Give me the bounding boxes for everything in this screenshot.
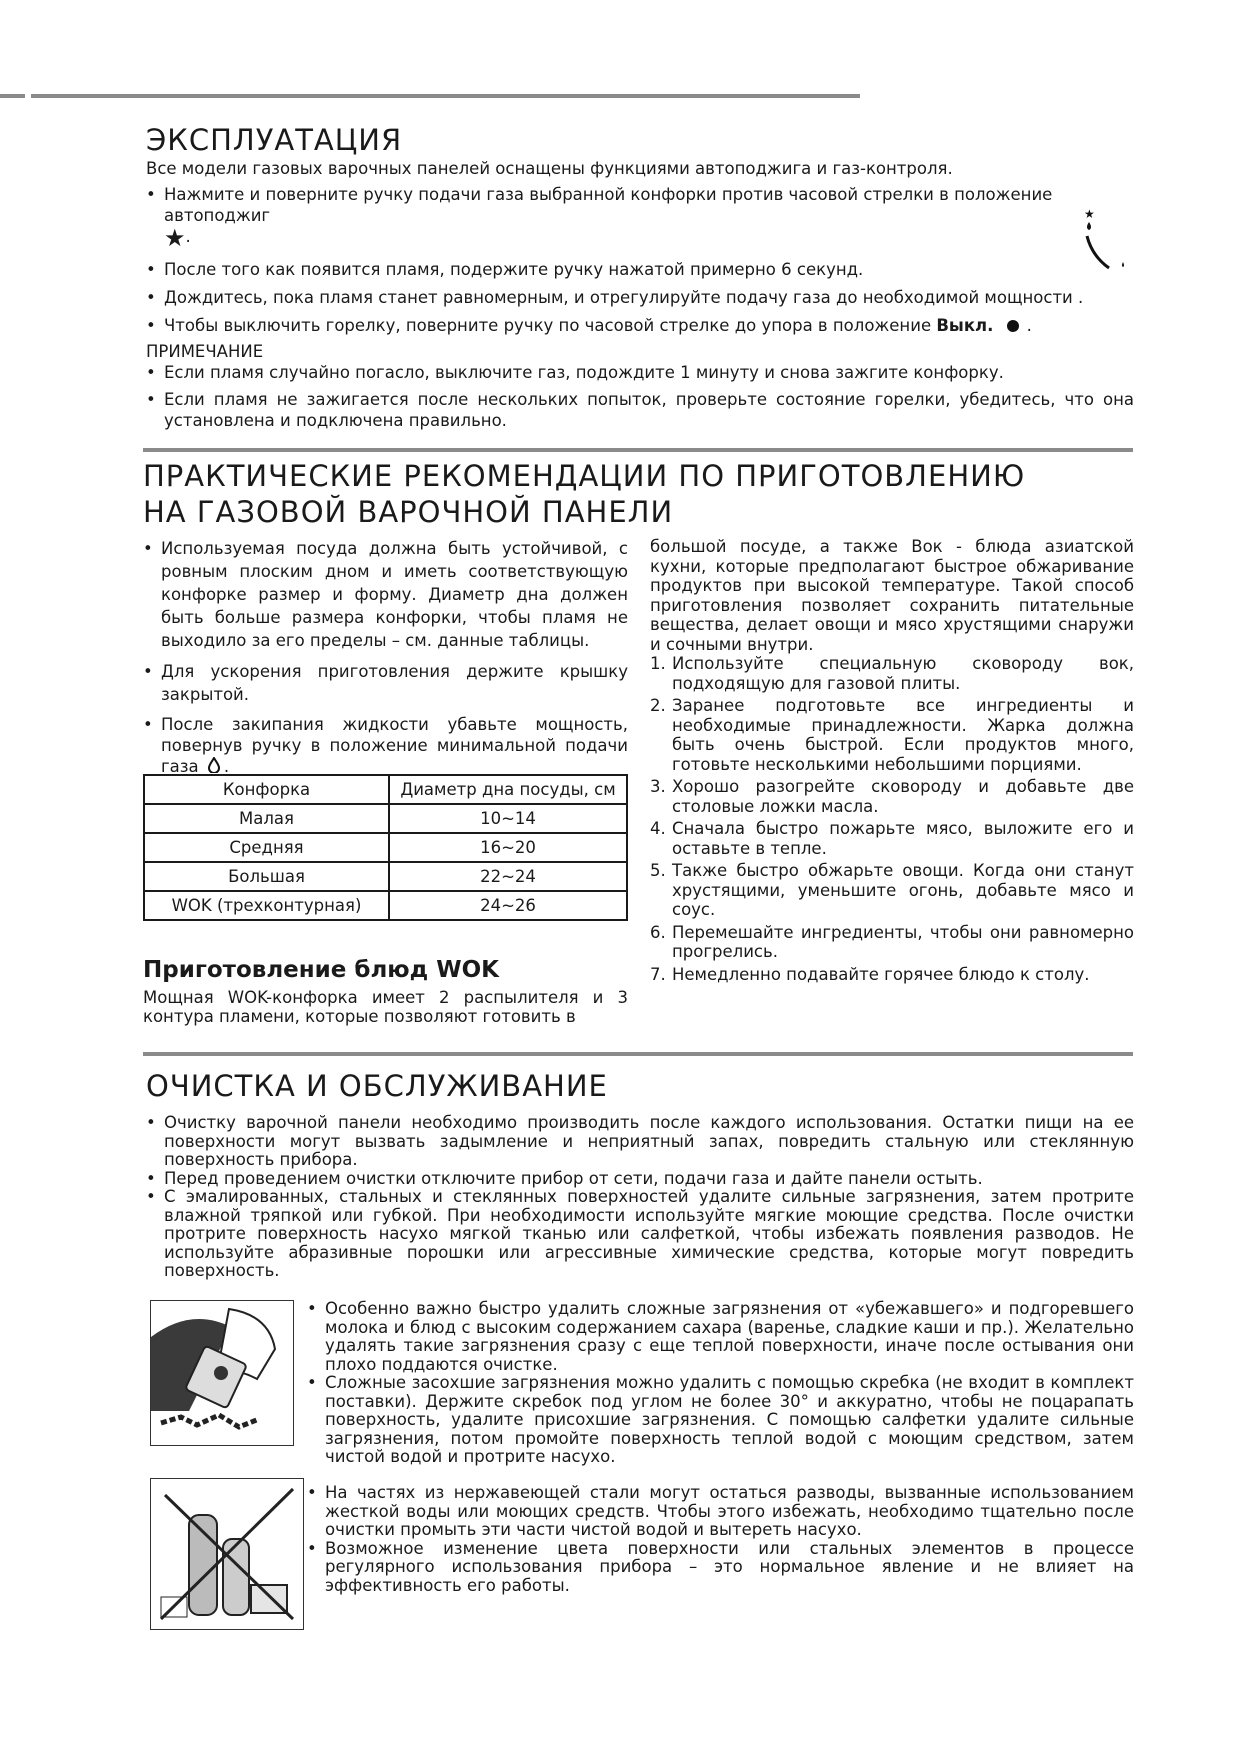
note-bullets [146,362,1134,431]
operation-bullet-4: • Чтобы выключить горелку, поверните ручку по часовой стрелке до упора в положение Выкл. . [146,315,1141,336]
cooking-bullet-1: • Используемая посуда должна быть устойчивой, с ровным плоским дном и иметь соответствующую конфорке размер и форму. Диаметр дна должен быть больше размера конфорки, чтобы пламя не выходило за его пределы – см. данные таблицы. [143,537,628,652]
operation-bullets [146,184,1141,336]
cleaning-bullet-3: • С эмалированных, стальных и стеклянных поверхностей удалите сильные загрязнения, затем протрите влажной тряпкой или губкой. При необходимости используйте мягкие моющие средства. После очистки протрите поверхность насухо мягкой тканью или салфеткой, чтобы избежать появления разводов. Не используйте абразивные порошки или агрессивные химические средства, которые могут повредить поверхность. [146,1188,1134,1281]
operation-bullet-3: • Дождитесь, пока пламя станет равномерным, и отрегулируйте подачу газа до необходимой мощности . [146,287,1141,308]
table-header-cell: Диаметр дна посуды, см [389,775,627,804]
wok-step: 5. Также быстро обжарьте овощи. Когда они станут хрустящими, уменьшите огонь, добавьте мясо и соус. [650,861,1134,919]
note-bullet-1: • Если пламя случайно погасло, выключите газ, подождите 1 минуту и снова зажгите конфорку. [146,362,1134,383]
off-dot-icon [1007,320,1019,332]
star-icon: ★ [164,223,186,252]
note-title: ПРИМЕЧАНИЕ [146,342,264,361]
cleaning-bullets-pic1 [307,1300,1134,1467]
table-cell: 22~24 [389,862,627,891]
scraper-illustration [150,1300,294,1446]
table-cell: 24~26 [389,891,627,920]
cookware-table [143,774,628,921]
wok-text-right: большой посуде, а также Вок - блюда азиатской кухни, которые предполагают быстрое обжаривание продуктов при высокой температуре. Такой способ приготовления позволяет сохранить питательные вещества, делает овощи и мясо хрустящими снаружи и сочными внутри. [650,537,1134,654]
operation-intro: Все модели газовых варочных панелей оснащены функциями автоподжига и газ-контроля. [146,159,953,178]
section-title-operation: ЭКСПЛУАТАЦИЯ [146,123,403,157]
cleaning-bullets [146,1114,1134,1281]
cleaning-bullet-1: • Очистку варочной панели необходимо производить после каждого использования. Остатки пищи на ее поверхности могут вызвать задымление и неприятный запах, повредить стальную или стеклянную поверхность прибора. [146,1114,1134,1170]
section-title-cooking-line2: НА ГАЗОВОЙ ВАРОЧНОЙ ПАНЕЛИ [143,495,674,529]
top-rule [31,94,860,98]
cleaning-bullet-6: • На частях из нержавеющей стали могут остаться разводы, вызванные использованием жесткой воды или моющих средств. Чтобы этого избежать, необходимо тщательно после очистки промыть эти части чистой водой и вытереть насухо. [307,1484,1134,1540]
wok-step: 1. Используйте специальную сковороду вок, подходящую для газовой плиты. [650,654,1134,693]
operation-bullet-1: • Нажмите и поверните ручку подачи газа выбранной конфорки против часовой стрелки в положение автоподжиг ★. [146,184,1141,248]
cleaning-bullet-2: • Перед проведением очистки отключите прибор от сети, подачи газа и дайте панели остыть. [146,1170,1134,1189]
no-abrasives-illustration [150,1478,304,1630]
wok-step: 3. Хорошо разогрейте сковороду и добавьте две столовые ложки масла. [650,777,1134,816]
table-cell: Средняя [144,833,389,862]
table-cell: WOK (трехконтурная) [144,891,389,920]
cleaning-bullet-7: • Возможное изменение цвета поверхности или стальных элементов в процессе регулярного использования прибора – это нормальное явление и не влияет на эффективность его работы. [307,1540,1134,1596]
table-header-cell: Конфорка [144,775,389,804]
cleaning-bullets-pic2 [307,1484,1134,1595]
cooking-bullet-2: • Для ускорения приготовления держите крышку закрытой. [143,660,628,706]
table-row [144,804,627,833]
table-row [144,862,627,891]
cooking-bullet-3: • После закипания жидкости убавьте мощность, повернув ручку в положение минимальной подачи газа . [143,714,628,778]
wok-step: 6. Перемешайте ингредиенты, чтобы они равномерно прогрелись. [650,922,1134,961]
wok-step: 7. Немедленно подавайте горячее блюдо к столу. [650,964,1090,984]
table-header-row [144,775,627,804]
note-bullet-2: • Если пламя не зажигается после нескольких попыток, проверьте состояние горелки, убедитесь, что она установлена и подключена правильно. [146,389,1134,431]
wok-step: 2. Заранее подготовьте все ингредиенты и необходимые принадлежности. Жарка должна быть очень быстрой. Если продуктов много, готовьте несколькими небольшими порциями. [650,696,1134,774]
table-row [144,891,627,920]
table-cell: 10~14 [389,804,627,833]
wok-title: Приготовление блюд WOK [143,957,499,983]
cooking-bullets [143,537,628,778]
cleaning-bullet-5: • Сложные засохшие загрязнения можно удалить с помощью скребка (не входит в комплект поставки). Держите скребок под углом не более 30° и аккуратно, чтобы не поцарапать поверхность, удалите присохшие загрязнения. С помощью салфетки удалите сильные загрязнения, потом промойте поверхность теплой водой с моющим средством, затем чистой водой и протрите насухо. [307,1374,1134,1467]
wok-step: 4. Сначала быстро пожарьте мясо, выложите его и оставьте в тепле. [650,819,1134,858]
operation-bullet-2: • После того как появится пламя, подержите ручку нажатой примерно 6 секунд. [146,259,1141,280]
knob-arc-icon [1068,206,1136,278]
cleaning-bullet-4: • Особенно важно быстро удалить сложные загрязнения от «убежавшего» и подгоревшего молока и блюд с высоким содержанием сахара (варенье, сладкие каши и пр.). Желательно удалять такие загрязнения сразу с еще теплой поверхности, иначе после остывания они плохо поддаются очистке. [307,1300,1134,1374]
table-cell: Малая [144,804,389,833]
top-rule-left [0,94,25,98]
section-title-cleaning: ОЧИСТКА И ОБСЛУЖИВАНИЕ [146,1069,608,1103]
section-title-cooking-line1: ПРАКТИЧЕСКИЕ РЕКОМЕНДАЦИИ ПО ПРИГОТОВЛЕНИЮ [143,459,1026,493]
table-cell: Большая [144,862,389,891]
section2-rule [143,448,1133,452]
svg-text:★: ★ [1084,207,1095,221]
table-cell: 16~20 [389,833,627,862]
wok-steps [650,654,1134,984]
table-row [144,833,627,862]
wok-text-left: Мощная WOK-конфорка имеет 2 распылителя и 3 контура пламени, которые позволяют готовить в [143,988,628,1026]
off-label: Выкл. [936,315,994,335]
section3-rule [143,1052,1133,1056]
